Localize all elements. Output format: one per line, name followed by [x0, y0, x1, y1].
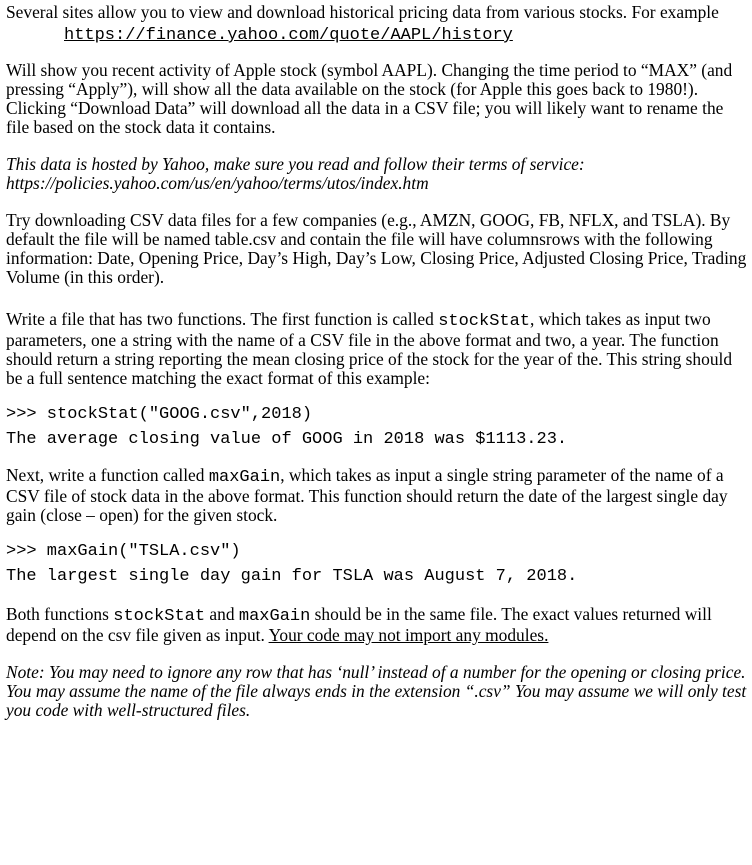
stockstat-example-result: The average closing value of GOOG in 2018 was $1113.23.: [6, 430, 568, 449]
hosting-note-text: This data is hosted by Yahoo, make sure you read and follow their terms of service:: [6, 154, 585, 174]
assignment-document: [6, 3, 748, 720]
stockstat-desc-after: , which takes as input two parameters, one a string with the name of a CSV file in the above format and two, a year. The function should return a string reporting the mean closing price of the stock for the year of the. This string should be a full sentence matching the exact format of this example:: [6, 309, 733, 388]
same-file-paragraph: [6, 605, 748, 645]
yahoo-finance-link[interactable]: https://finance.yahoo.com/quote/AAPL/history: [64, 26, 513, 45]
maxgain-desc-before: Next, write a function called: [6, 465, 209, 485]
yahoo-terms-link[interactable]: https://policies.yahoo.com/us/en/yahoo/terms/utos/index.htm: [6, 173, 429, 193]
same-file-code-maxgain: maxGain: [238, 607, 311, 626]
no-imports-rule: Your code may not import any modules.: [268, 625, 549, 645]
stockstat-example-call: >>> stockStat("GOOG.csv",2018): [6, 405, 313, 424]
same-file-before: Both functions: [6, 604, 114, 624]
same-file-code-stockstat: stockStat: [113, 607, 206, 626]
stockstat-example: [6, 404, 748, 450]
maxgain-desc-after: , which takes as input a single string parameter of the name of a CSV file of stock data in the above format. This function should return the date of the largest single day gain (close – open) for the given stock.: [6, 465, 728, 525]
final-note: Note: You may need to ignore any row that has ‘null’ instead of a number for the opening or closing price. You may assume the name of the file always ends in the extension “.csv” You may assume we will only test you code with well-structured files.: [6, 662, 747, 720]
maxgain-code: maxGain: [208, 468, 281, 487]
intro-text: Several sites allow you to view and download historical pricing data from various stocks. For example: [6, 2, 719, 22]
yahoo-finance-url[interactable]: [64, 26, 748, 45]
stockstat-description: [6, 310, 748, 388]
stockstat-code: stockStat: [438, 312, 531, 331]
download-paragraph: Try downloading CSV data files for a few companies (e.g., AMZN, GOOG, FB, NFLX, and TSLA). By default the file will be named table.csv and contain the file will have columnsrows with the following information: Date, Opening Price, Day’s High, Day’s Low, Closing Price, Adjusted Closing Price, Trading Volume (in this order).: [6, 210, 747, 287]
maxgain-example-call: >>> maxGain("TSLA.csv"): [6, 542, 241, 561]
stockstat-desc-before: Write a file that has two functions. The first function is called: [6, 309, 439, 329]
hosting-note: [6, 155, 748, 193]
maxgain-example-result: The largest single day gain for TSLA was August 7, 2018.: [6, 567, 578, 586]
maxgain-example: [6, 541, 748, 587]
maxgain-description: [6, 466, 748, 525]
same-file-after: should be in the same file. The exact values returned will depend on the csv file given as input.: [6, 604, 712, 645]
same-file-middle: and: [205, 604, 239, 624]
apple-stock-paragraph: Will show you recent activity of Apple stock (symbol AAPL). Changing the time period to “MAX” (and pressing “Apply”), will show all the data available on the stock (for Apple this goes back to 1980!). Clicking “Download Data” will download all the data in a CSV file; you will likely want to rename the file based on the stock data it contains.: [6, 60, 733, 137]
